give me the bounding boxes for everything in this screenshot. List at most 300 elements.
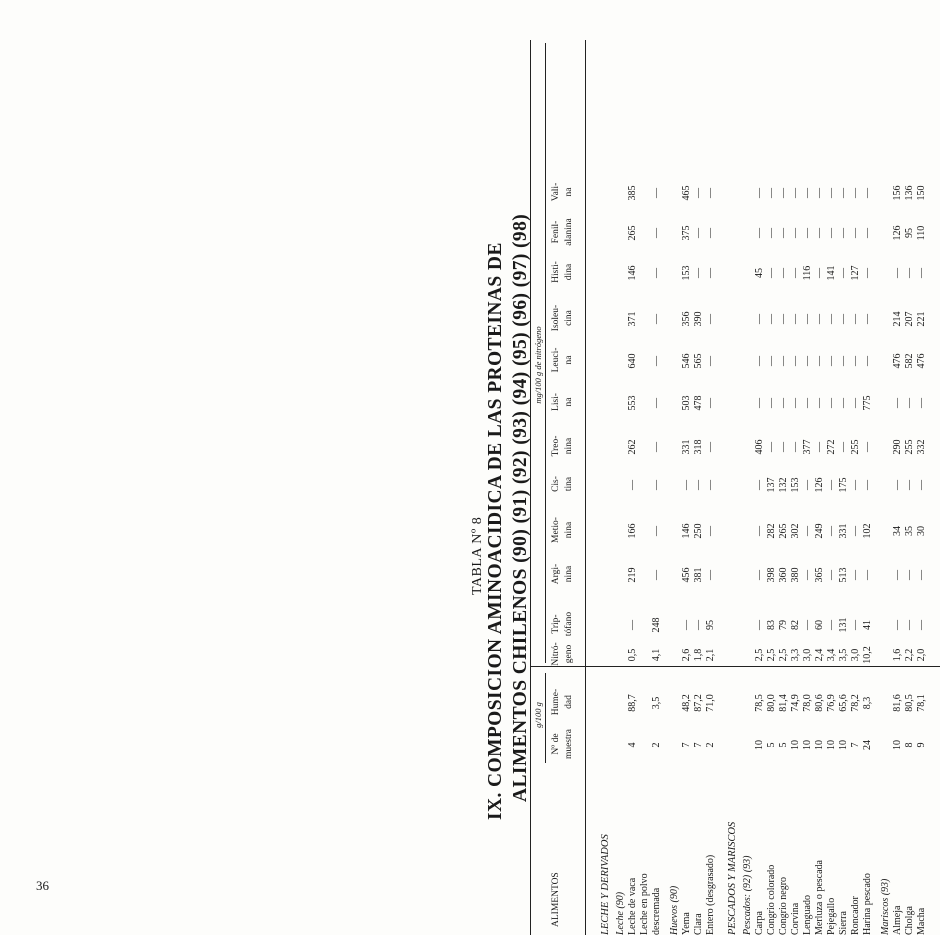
table-cell: 476 (892, 353, 903, 369)
table-cell: 2,6 (681, 648, 692, 662)
table-cell: — (826, 526, 837, 536)
table-cell: — (838, 268, 849, 278)
table-cell: — (850, 526, 861, 536)
table-cell: 360 (778, 567, 789, 583)
table-cell: 10 (826, 740, 837, 750)
table-cell: — (778, 228, 789, 238)
table-cell: 126 (892, 225, 903, 241)
table-cell: 76,9 (826, 694, 837, 712)
table-cell: 126 (814, 477, 825, 493)
table-cell: — (651, 570, 662, 580)
page-number: 36 (36, 878, 49, 893)
column-header-trip-sub: tófano (564, 611, 574, 637)
table-cell: 4,1 (651, 648, 662, 662)
food-name: Cholga (904, 906, 915, 935)
table-cell: — (838, 314, 849, 324)
table-cell: 390 (693, 311, 704, 327)
food-name: Leche en polvo (639, 873, 650, 935)
table-cell: — (693, 620, 704, 630)
food-name: Roncador (850, 896, 861, 935)
table-cell: — (904, 268, 915, 278)
table-cell: 10 (790, 740, 801, 750)
group-title: Mariscos (93) (880, 878, 891, 935)
header-bottom-rule (585, 40, 586, 935)
table-cell: 10 (802, 740, 813, 750)
table-cell: 2,5 (766, 648, 777, 662)
table-cell: 249 (814, 523, 825, 539)
table-cell: — (778, 442, 789, 452)
table-cell: — (802, 570, 813, 580)
table-cell: — (838, 188, 849, 198)
table-cell: — (814, 228, 825, 238)
column-header-metio: Metio- (551, 517, 561, 543)
table-cell: 640 (627, 353, 638, 369)
table-cell: 132 (778, 477, 789, 493)
table-cell: — (651, 480, 662, 490)
table-cell: 2,1 (705, 648, 716, 662)
table-cell: 150 (916, 185, 927, 201)
table-cell: 476 (916, 353, 927, 369)
table-cell: 110 (916, 225, 927, 241)
column-header-vali-sub: na (564, 187, 574, 197)
table-cell: 546 (681, 353, 692, 369)
table-cell: 80,0 (766, 694, 777, 712)
table-cell: 60 (814, 620, 825, 630)
table-cell: — (802, 480, 813, 490)
column-header-nitrogeno: Nitró- (551, 642, 561, 666)
food-name: Sierra (838, 911, 849, 935)
table-cell: — (892, 570, 903, 580)
table-cell: 371 (627, 311, 638, 327)
column-header-trip: Trip- (551, 614, 561, 634)
column-header-metio-sub: nina (564, 521, 574, 539)
table-cell: — (651, 228, 662, 238)
column-header-histi: Histi- (551, 261, 561, 283)
table-cell: 146 (681, 523, 692, 539)
table-cell: — (892, 268, 903, 278)
food-name: Yema (681, 912, 692, 935)
table-cell: — (705, 188, 716, 198)
table-cell: 302 (790, 523, 801, 539)
table-cell: — (693, 268, 704, 278)
table-title-line2: ALIMENTOS CHILENOS (90) (91) (92) (93) (94) (95) (96) (97) (98) (510, 213, 531, 802)
table-cell: — (651, 188, 662, 198)
table-cell: 381 (693, 567, 704, 583)
table-cell: — (862, 356, 873, 366)
table-cell: — (651, 268, 662, 278)
table-cell: — (681, 620, 692, 630)
table-cell: 10 (838, 740, 849, 750)
table-cell: 0,5 (627, 648, 638, 662)
table-cell: — (754, 314, 765, 324)
table-cell: — (916, 398, 927, 408)
table-cell: — (916, 570, 927, 580)
table-cell: 1,6 (892, 648, 903, 662)
table-cell: 2,5 (754, 648, 765, 662)
table-top-rule (530, 40, 531, 935)
table-cell: — (916, 480, 927, 490)
group-title: Huevos (90) (669, 885, 680, 935)
column-header-leuci-sub: na (564, 355, 574, 365)
food-name: Harina pescado (862, 873, 873, 935)
table-cell: 2,4 (814, 648, 825, 662)
table-cell: — (814, 356, 825, 366)
table-cell: 10,2 (862, 646, 873, 664)
table-cell: 2 (651, 742, 662, 748)
table-cell: — (693, 188, 704, 198)
table-cell: 87,2 (693, 694, 704, 712)
table-cell: — (862, 570, 873, 580)
section-title: LECHE Y DERIVADOS (600, 834, 611, 935)
table-cell: 35 (904, 526, 915, 536)
table-cell: — (790, 188, 801, 198)
table-cell: 380 (790, 567, 801, 583)
table-cell: — (778, 188, 789, 198)
table-cell: 2,5 (778, 648, 789, 662)
table-cell: — (904, 570, 915, 580)
table-cell: — (904, 620, 915, 630)
table-cell: 65,6 (838, 694, 849, 712)
food-name: Merluza o pescada (814, 860, 825, 935)
table-cell: — (802, 356, 813, 366)
table-cell: — (766, 398, 777, 408)
table-cell: — (838, 398, 849, 408)
table-cell: 478 (693, 395, 704, 411)
table-cell: 3,0 (850, 648, 861, 662)
table-cell: 8 (904, 742, 915, 748)
table-cell: 82 (790, 620, 801, 630)
table-cell: — (754, 228, 765, 238)
table-cell: — (892, 620, 903, 630)
table-cell: — (766, 314, 777, 324)
table-cell: — (904, 480, 915, 490)
section-title: PESCADOS Y MARISCOS (727, 821, 738, 935)
column-header-treo: Treo- (551, 435, 561, 457)
column-header-cis-sub: tina (564, 476, 574, 492)
table-cell: 331 (838, 523, 849, 539)
table-cell: — (754, 526, 765, 536)
table-cell: — (705, 356, 716, 366)
food-name: Almeja (892, 905, 903, 935)
table-cell: — (627, 620, 638, 630)
table-cell: 78,5 (754, 694, 765, 712)
table-cell: 282 (766, 523, 777, 539)
table-cell: 166 (627, 523, 638, 539)
table-cell: — (802, 398, 813, 408)
table-cell: — (862, 188, 873, 198)
table-cell: — (850, 228, 861, 238)
table-cell: 95 (904, 228, 915, 238)
column-header-isoleu: Isoleu- (551, 304, 561, 332)
table-cell: — (892, 480, 903, 490)
table-cell: — (916, 268, 927, 278)
table-cell: 565 (693, 353, 704, 369)
table-cell: 78,0 (802, 694, 813, 712)
column-header-lisi: Lisi- (551, 393, 561, 411)
table-cell: 127 (850, 265, 861, 281)
table-cell: — (627, 480, 638, 490)
table-cell: — (814, 268, 825, 278)
table-cell: 141 (826, 265, 837, 281)
table-cell: — (651, 398, 662, 408)
column-header-isoleu-sub: cina (564, 310, 574, 326)
food-name: Pejegallo (826, 897, 837, 935)
table-cell: — (778, 314, 789, 324)
table-cell: — (790, 228, 801, 238)
table-cell: 503 (681, 395, 692, 411)
table-cell: — (790, 442, 801, 452)
column-header-alimentos: ALIMENTOS (551, 872, 561, 927)
group-divider (530, 666, 940, 667)
table-cell: 3,3 (790, 648, 801, 662)
table-cell: — (850, 480, 861, 490)
table-cell: 81,4 (778, 694, 789, 712)
column-header-humedad-sub: dad (564, 695, 574, 709)
table-cell: — (904, 398, 915, 408)
table-cell: 7 (693, 742, 704, 748)
table-cell: 5 (778, 742, 789, 748)
table-cell: — (802, 314, 813, 324)
column-header-vali: Vali- (551, 182, 561, 202)
table-number: TABLA Nº 8 (470, 516, 485, 595)
mg100-rule (545, 43, 546, 663)
table-cell: 265 (627, 225, 638, 241)
table-cell: 71,0 (705, 694, 716, 712)
table-cell: 80,6 (814, 694, 825, 712)
table-cell: — (802, 228, 813, 238)
column-header-cis: Cis- (551, 476, 561, 492)
table-cell: — (892, 398, 903, 408)
food-name: Congrio colorado (766, 864, 777, 935)
food-name: Congrio negro (778, 876, 789, 935)
table-cell: 318 (693, 439, 704, 455)
table-cell: 10 (892, 740, 903, 750)
table-cell: — (651, 314, 662, 324)
table-cell: — (850, 188, 861, 198)
table-cell: 375 (681, 225, 692, 241)
table-cell: 10 (754, 740, 765, 750)
column-header-fenil: Fenil- (551, 220, 561, 244)
table-cell: 1,8 (693, 648, 704, 662)
column-header-fenil-sub: alanina (564, 218, 574, 246)
table-cell: 137 (766, 477, 777, 493)
table-cell: 146 (627, 265, 638, 281)
table-cell: 398 (766, 567, 777, 583)
food-name: Macha (916, 907, 927, 935)
food-name: Corvina (790, 902, 801, 935)
table-cell: 331 (681, 439, 692, 455)
table-cell: 78,1 (916, 694, 927, 712)
table-cell: — (790, 398, 801, 408)
column-header-histi-sub: dina (564, 263, 574, 281)
table-cell: — (705, 526, 716, 536)
table-cell: — (705, 268, 716, 278)
table-cell: 3,5 (838, 648, 849, 662)
table-cell: — (850, 398, 861, 408)
table-cell: 356 (681, 311, 692, 327)
table-cell: — (814, 314, 825, 324)
table-cell: 385 (627, 185, 638, 201)
table-cell: — (705, 442, 716, 452)
g100-rule (545, 673, 546, 763)
group-title: Leche (90) (615, 891, 626, 935)
food-name: Clara (693, 913, 704, 935)
table-cell: — (766, 228, 777, 238)
column-header-humedad: Hume- (551, 688, 561, 716)
column-header-treo-sub: nina (564, 437, 574, 455)
table-cell: 81,6 (892, 694, 903, 712)
table-cell: — (705, 398, 716, 408)
table-cell: — (651, 526, 662, 536)
table-cell: 332 (916, 439, 927, 455)
table-cell: 9 (916, 742, 927, 748)
table-cell: — (862, 228, 873, 238)
table-cell: 34 (892, 526, 903, 536)
table-cell: — (826, 398, 837, 408)
food-name: descremada (651, 887, 662, 935)
table-cell: 377 (802, 439, 813, 455)
table-cell: 116 (802, 265, 813, 281)
table-cell: 153 (681, 265, 692, 281)
table-cell: 465 (681, 185, 692, 201)
table-cell: 2 (705, 742, 716, 748)
table-cell: 41 (862, 620, 873, 630)
table-cell: 156 (892, 185, 903, 201)
table-cell: 3,4 (826, 648, 837, 662)
table-cell: — (826, 356, 837, 366)
table-cell: — (826, 188, 837, 198)
table-cell: — (862, 480, 873, 490)
table-cell: 3,5 (651, 696, 662, 710)
table-cell: — (838, 442, 849, 452)
food-name: Leche de vaca (627, 877, 638, 935)
table-cell: 290 (892, 439, 903, 455)
table-cell: — (826, 314, 837, 324)
table-cell: — (778, 356, 789, 366)
group-header-g100: g/100 g (533, 702, 543, 728)
table-cell: — (693, 480, 704, 490)
table-cell: 456 (681, 567, 692, 583)
table-cell: — (814, 188, 825, 198)
table-cell: 48,2 (681, 694, 692, 712)
table-cell: 365 (814, 567, 825, 583)
table-cell: — (693, 228, 704, 238)
table-cell: — (681, 480, 692, 490)
table-cell: 4 (627, 742, 638, 748)
table-cell: — (754, 398, 765, 408)
table-cell: 255 (850, 439, 861, 455)
table-cell: — (754, 188, 765, 198)
table-cell: 582 (904, 353, 915, 369)
table-cell: — (838, 228, 849, 238)
table-cell: — (754, 570, 765, 580)
table-title-line1: IX. COMPOSICION AMINOACIDICA DE LAS PROTEINAS DE (485, 242, 506, 820)
table-cell: 78,2 (850, 694, 861, 712)
table-cell: — (850, 570, 861, 580)
column-header-n-sub: muestra (564, 728, 574, 760)
table-cell: — (826, 480, 837, 490)
table-cell: 214 (892, 311, 903, 327)
table-cell: 7 (850, 742, 861, 748)
food-name: Entero (desgrasado) (705, 854, 716, 935)
table-cell: — (705, 480, 716, 490)
table-cell: 80,5 (904, 694, 915, 712)
table-cell: 30 (916, 526, 927, 536)
table-cell: — (766, 356, 777, 366)
table-cell: — (790, 356, 801, 366)
table-cell: — (802, 526, 813, 536)
table-cell: — (850, 314, 861, 324)
table-cell: — (754, 480, 765, 490)
table-cell: — (826, 228, 837, 238)
table-cell: — (705, 314, 716, 324)
table-cell: 250 (693, 523, 704, 539)
table-cell: — (850, 356, 861, 366)
table-cell: 2,0 (916, 648, 927, 662)
table-cell: — (766, 268, 777, 278)
table-cell: 88,7 (627, 694, 638, 712)
table-cell: 10 (814, 740, 825, 750)
column-header-lisi-sub: na (564, 397, 574, 407)
table-cell: 153 (790, 477, 801, 493)
table-cell: 8,3 (862, 696, 873, 710)
table-cell: 7 (681, 742, 692, 748)
table-cell: 45 (754, 268, 765, 278)
food-name: Lenguado (802, 895, 813, 935)
table-cell: 102 (862, 523, 873, 539)
table-cell: 219 (627, 567, 638, 583)
table-cell: 2,2 (904, 648, 915, 662)
table-cell: — (754, 356, 765, 366)
table-cell: — (754, 620, 765, 630)
table-cell: — (838, 356, 849, 366)
table-cell: 83 (766, 620, 777, 630)
table-cell: 262 (627, 439, 638, 455)
table-cell: — (916, 620, 927, 630)
table-cell: — (814, 442, 825, 452)
table-cell: 272 (826, 439, 837, 455)
table-cell: — (705, 228, 716, 238)
column-header-argi: Argi- (551, 563, 561, 585)
table-cell: — (778, 268, 789, 278)
table-cell: — (766, 442, 777, 452)
table-cell: — (766, 188, 777, 198)
column-header-nitrogeno-sub: geno (564, 644, 574, 664)
table-cell: — (651, 356, 662, 366)
table-cell: — (790, 268, 801, 278)
table-cell: — (802, 620, 813, 630)
table-cell: — (778, 398, 789, 408)
table-cell: 131 (838, 617, 849, 633)
table-cell: 248 (651, 617, 662, 633)
table-cell: — (826, 620, 837, 630)
table-cell: — (850, 620, 861, 630)
table-cell: 513 (838, 567, 849, 583)
column-header-n: Nº de (551, 733, 561, 755)
table-cell: — (862, 268, 873, 278)
group-header-mg100: mg/100 g de nitrógeno (533, 326, 543, 404)
table-cell: — (651, 442, 662, 452)
table-cell: — (790, 314, 801, 324)
table-cell: 74,9 (790, 694, 801, 712)
table-cell: 136 (904, 185, 915, 201)
table-cell: 255 (904, 439, 915, 455)
column-header-argi-sub: nina (564, 565, 574, 583)
column-header-leuci: Leuci- (551, 347, 561, 373)
table-cell: 265 (778, 523, 789, 539)
table-cell: 24 (862, 740, 873, 750)
table-cell: — (826, 570, 837, 580)
